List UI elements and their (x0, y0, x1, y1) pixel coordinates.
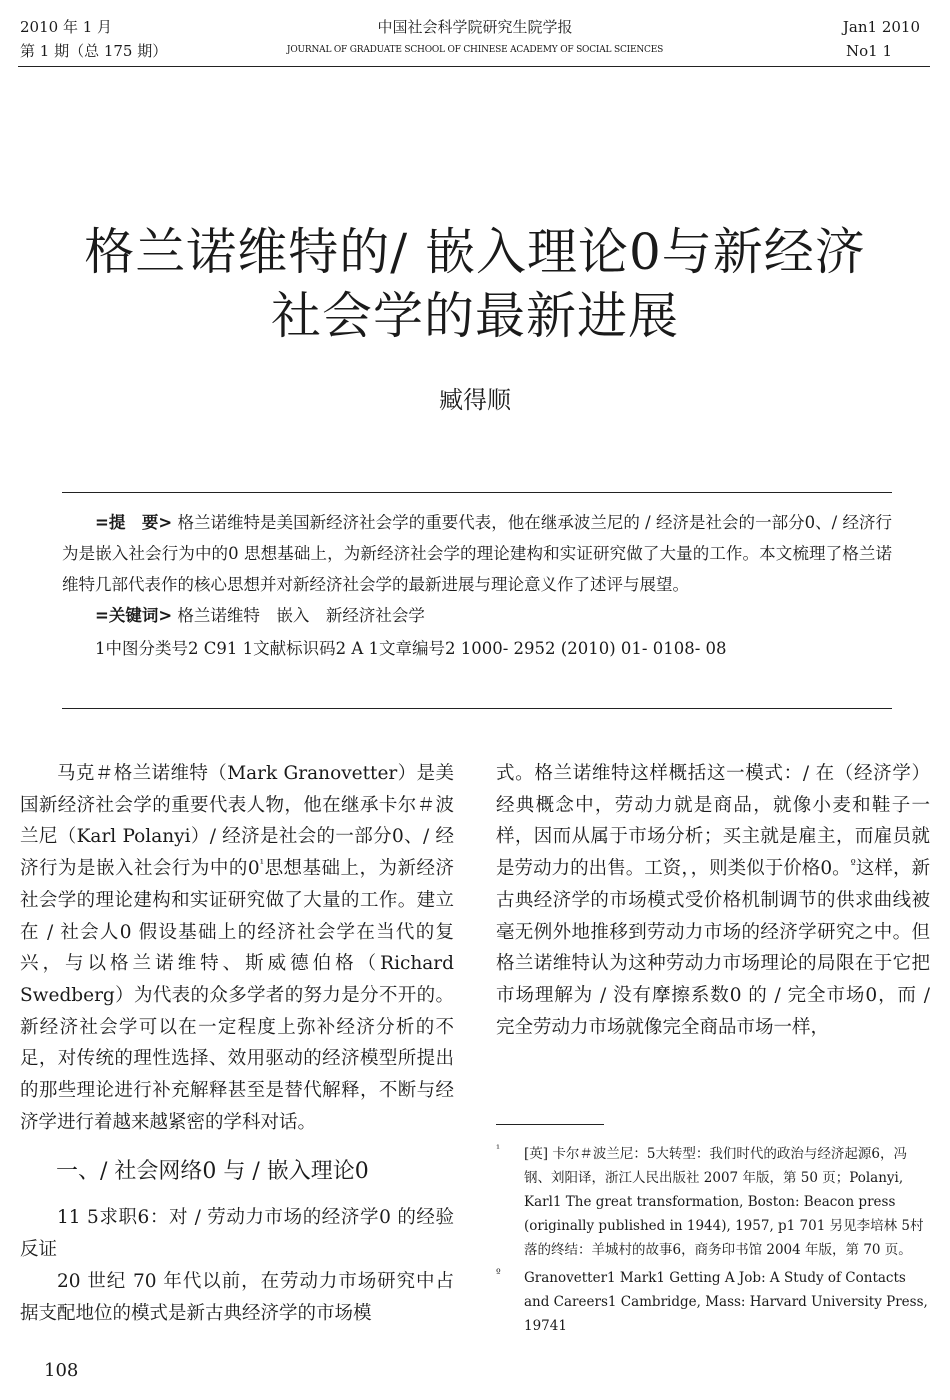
footnote-text: [英] 卡尔＃波兰尼：5大转型：我们时代的政治与经济起源6，冯钢、刘阳译，浙江人民出版社 2007 年版，第 50 页；Polanyi, Karl1 The great transformation, Boston: Beacon press (originally published in 1944), 1957, p1 701 另见李培林 5村落的终结：羊城村的故事6，商务印书馆 2004 年版，第 70 页。 (524, 1146, 924, 1258)
left-column (20, 758, 454, 1329)
article-title-line1: 格兰诺维特的/ 嵌入理论0与新经济 (84, 223, 866, 281)
abstract-label: =提 要> (95, 513, 173, 532)
header-month: Jan1 2010 (842, 18, 920, 36)
footnote-rule (496, 1124, 604, 1125)
abstract-text: 格兰诺维特是美国新经济社会学的重要代表，他在继承波兰尼的 / 经济是社会的一部分0、/ 经济行为是嵌入社会行为中的0 思想基础上，为新经济社会学的理论建构和实证研究做了大量的工作。本文梳理了格兰诺维特几部代表作的核心思想并对新经济社会学的最新进展与理论意义作了述评与展望。 (62, 513, 892, 594)
footnote-item (496, 1142, 930, 1262)
header-rule (18, 66, 930, 67)
abstract-paragraph (62, 507, 892, 600)
keywords-line (62, 600, 892, 631)
subsection-heading: 11 5求职6：对 / 劳动力市场的经济学0 的经验反证 (20, 1207, 454, 1261)
footnote-ref-1[interactable]: ¹ (259, 856, 265, 870)
header-journal-en: JOURNAL OF GRADUATE SCHOOL OF CHINESE ACADEMY OF SOCIAL SCIENCES (286, 45, 664, 55)
keywords-text: 格兰诺维特 嵌入 新经济社会学 (177, 606, 425, 625)
footnote-text: Granovetter1 Mark1 Getting A Job: A Study of Contacts and Careers1 Cambridge, Mass: Harvard University Press, 19741 (524, 1270, 928, 1334)
article-title-line2: 社会学的最新进展 (271, 287, 679, 345)
keywords-label: =关键词> (95, 606, 173, 625)
page-number: 108 (44, 1360, 79, 1381)
header-number: No1 1 (845, 42, 892, 60)
body-paragraph: 式。格兰诺维特这样概括这一模式：/ 在（经济学）经典概念中，劳动力就是商品，就像小麦和鞋子一样，因而从属于市场分析；买主就是雇主，而雇员就是劳动力的出售。工资，，则类似于价格0。$^º$这样，新古典经济学的市场模式受价格机制调节的供求曲线被毫无例外地推移到劳动力市场的经济学研究之中。但格兰诺维特认为这种劳动力市场理论的局限在于它把市场理解为 / 没有摩擦系数0 的 / 完全市场0，而 / 完全劳动力市场就像完全商品市场一样， (496, 763, 930, 1038)
footnotes (496, 1142, 930, 1338)
section-heading: 一、/ 社会网络0 与 / 嵌入理论0 (56, 1159, 369, 1185)
header-journal-cn: 中国社会科学院研究生院学报 (377, 18, 573, 36)
abstract-top-rule (62, 492, 892, 493)
body-paragraph: 马克＃格兰诺维特（Mark Granovetter）是美国新经济社会学的重要代表人物，他在继承卡尔＃波兰尼（Karl Polanyi）/ 经济是社会的一部分0、/ 经济行为是嵌入社会行为中的$0^{^1}$思想基础上，为新经济社会学的理论建构和实证研究做了大量的工作。建立在 / 社会人0 假设基础上的经济社会学在当代的复兴，与以格兰诺维特、斯威德伯格（Richard Swedberg）为代表的众多学者的努力是分不开的。新经济社会学可以在一定程度上弥补经济分析的不足，对传统的理性选择、效用驱动的经济模型所提出的那些理论进行补充解释甚至是替代解释，不断与经济学进行着越来越紧密的学科对话。 (20, 763, 454, 1133)
classification-text: 1中图分类号2 C91 1文献标识码2 A 1文章编号2 1000- 2952 (2010) 01- 0108- 08 (95, 639, 727, 658)
classification-line (62, 633, 892, 664)
header-issue: 第 1 期（总 175 期） (20, 42, 168, 60)
header-date: 2010 年 1 月 (20, 18, 113, 36)
author-name: 臧得顺 (439, 386, 511, 414)
footnote-ref-2[interactable]: º (850, 856, 856, 870)
footnote-mark: ¹ (496, 1144, 501, 1155)
right-column (496, 758, 930, 1043)
abstract-block (62, 507, 892, 664)
abstract-bottom-rule (62, 708, 892, 709)
footnote-mark: º (496, 1268, 501, 1279)
footnote-item (496, 1266, 930, 1338)
body-paragraph: 20 世纪 70 年代以前，在劳动力市场研究中占据支配地位的模式是新古典经济学的市场模 (20, 1270, 454, 1324)
